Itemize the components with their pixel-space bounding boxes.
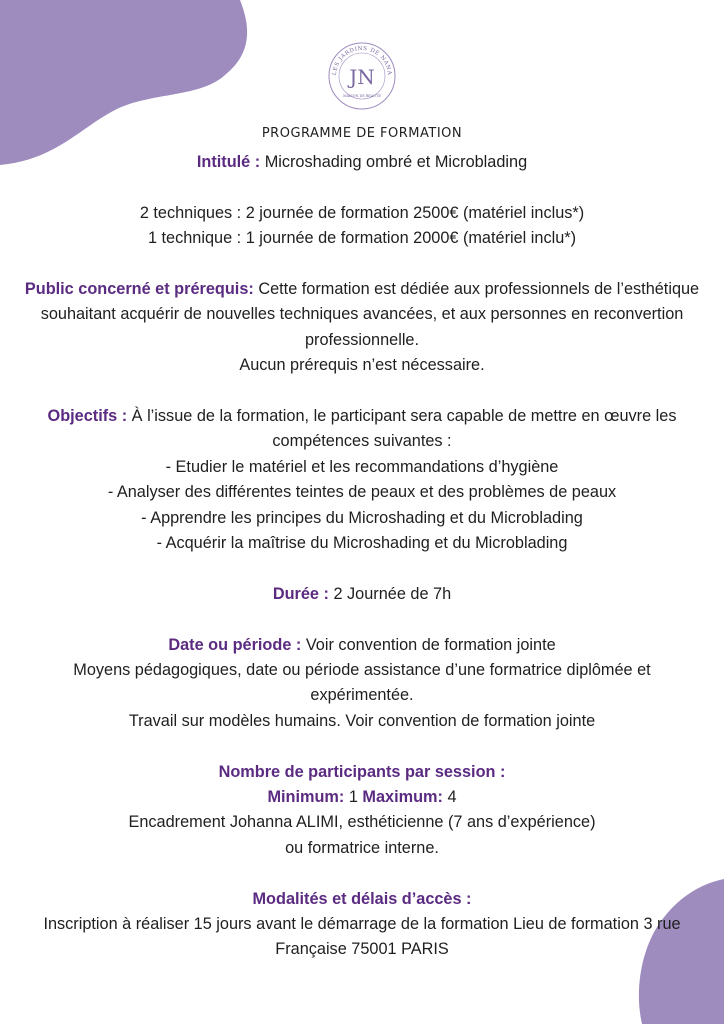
logo-monogram: JN [349, 65, 375, 89]
date-value: Voir convention de formation jointe [301, 635, 556, 654]
decorative-blob-top [0, 0, 260, 170]
modalites-text: Inscription à réaliser 15 jours avant le démarrage de la formation Lieu de formation 3 rue Française 75001 PARIS [43, 915, 681, 959]
programme-content [20, 150, 704, 963]
intitule-label: Intitulé : [196, 153, 261, 171]
date-line-3: Travail sur modèles humains. Voir convention de formation jointe [128, 711, 596, 730]
minimum-value: 1 [344, 788, 363, 807]
pricing-line-1: 2 techniques : 2 journée de formation 2500€ (matériel inclus*) [139, 203, 585, 222]
public-label: Public concerné et prérequis: [24, 280, 254, 298]
page-title: PROGRAMME DE FORMATION [261, 126, 463, 141]
date-label: Date ou période : [168, 635, 302, 654]
public-text: Cette formation est dédiée aux professionnels de l’esthétique souhaitant acquérir de nouvelles techniques avancées, et aux personnes en reconvertion professionnelle. [40, 280, 700, 349]
minimum-label: Minimum: [267, 788, 345, 807]
encadrement-line: Encadrement Johanna ALIMI, esthéticienne (7 ans d’expérience) [128, 813, 596, 832]
objectifs-intro: À l’issue de la formation, le participant sera capable de mettre en œuvre les compétences suivantes : [127, 407, 677, 451]
objectif-item: - Etudier le matériel et les recommandations d’hygiène [165, 457, 559, 476]
pricing-line-2: 1 technique : 1 journée de formation 2000€ (matériel inclu*) [147, 229, 577, 248]
duree-value: 2 Journée de 7h [328, 584, 452, 603]
logo-arc-text: LES JARDINS DE NANA [331, 45, 393, 76]
duree-line [20, 582, 704, 607]
public-paragraph [20, 277, 704, 353]
objectifs-label: Objectifs : [47, 407, 128, 426]
intitule-value: Microshading ombré et Microblading [260, 153, 528, 171]
objectif-item: - Analyser des différentes teintes de peaux et des problèmes de peaux [107, 483, 617, 502]
modalites-label: Modalités et délais d’accès : [252, 889, 472, 908]
date-line-2: Moyens pédagogiques, date ou période assistance d’une formatrice diplômée et expérimentée. [73, 661, 651, 705]
maximum-label: Maximum: [362, 788, 443, 807]
logo-bottom-text: MAISON DE BEAUTÉ [343, 94, 381, 98]
participants-min-max [20, 785, 704, 810]
maximum-value: 4 [442, 788, 457, 807]
objectif-item: - Acquérir la maîtrise du Microshading et du Microblading [156, 534, 568, 553]
duree-label: Durée : [272, 584, 329, 603]
participants-label: Nombre de participants par session : [218, 762, 506, 781]
encadrement-line-2: ou formatrice interne. [285, 838, 439, 857]
intitule-line [20, 150, 704, 175]
brand-logo [326, 40, 398, 112]
objectif-item: - Apprendre les principes du Microshading et du Microblading [141, 508, 583, 527]
objectifs-paragraph [20, 404, 704, 455]
date-line [20, 633, 704, 658]
public-note: Aucun prérequis n’est nécessaire. [239, 356, 485, 375]
